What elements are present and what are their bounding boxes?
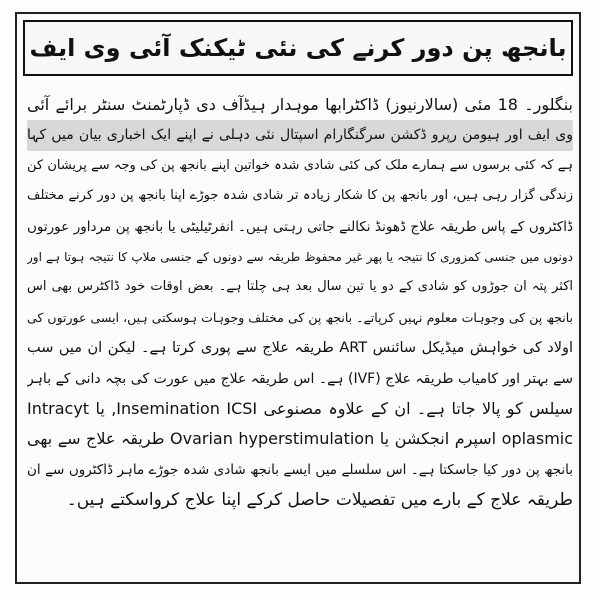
article-line-8: بانجھ پن کی وجوہات معلوم نہیں کرپاتے۔ بانجھ پن کی مختلف وجوہات ہوسکتی ہیں، ایسی عورتوں کی: [27, 309, 573, 325]
headline-box: [23, 20, 573, 76]
article-line-6: دونوں میں جنسی کمزوری کا نتیجہ یا پھر غیر محفوظ طریقہ سے دونوں کے جنسی ملاپ کا نتیجہ ہوتا ہے اور: [27, 249, 573, 264]
article-headline: بانجھ پن دور کرنے کی نئی ٹیکنک آئی وی ایف: [29, 34, 567, 62]
article-line-9: اولاد کی خواہش میڈیکل سائنس ART طریقہ علاج سے پوری کرتا ہے۔ لیکن ان میں سب: [27, 340, 573, 357]
article-line-7: اکثر پتہ ان جوڑوں کو شادی کے دو یا تین سال بعد ہی چلتا ہے۔ بعض اوقات خود ڈاکٹرس بھی اس: [27, 279, 573, 295]
article-line-3: ہے کہ کئی برسوں سے ہمارے ملک کی کئی شادی شدہ خواتین اپنے بانجھ پن کی وجہ سے پریشان کن: [27, 157, 573, 173]
article-line-14: طریقہ علاج کے بارے میں تفصیلات حاصل کرکے اپنا علاج کرواسکتے ہیں۔: [66, 490, 573, 511]
article-line-13: بانجھ پن دور کیا جاسکتا ہے۔ اس سلسلے میں ایسے بانجھ شادی شدہ جوڑے ماہر ڈاکٹروں سے ان: [27, 461, 573, 478]
article-frame: [15, 12, 581, 584]
article-body: [27, 90, 573, 515]
article-line-5: ڈاکٹروں کے پاس طریقہ علاج ڈھونڈ نکالنے جاتی رہتی ہیں۔ انفرٹیلیٹی یا بانجھ پن مرداور عورتوں: [27, 218, 573, 235]
article-line-2: وی ایف اور ہیومن رپرو ڈکشن سرگنگارام اسپتال نئی دہلی نے اپنے ایک اخباری بیان میں کہا: [27, 120, 573, 150]
article-line-10: سے بہتر اور کامیاب طریقہ علاج (IVF) ہے۔ اس طریقہ علاج میں عورت کی بچہ دانی کے باہر: [27, 370, 573, 387]
article-line-11: سیلس کو پالا جاتا ہے۔ ان کے علاوہ مصنوعی Insemination ICSI, یا Intracyt: [27, 398, 573, 418]
article-line-4: زندگی گزار رہی ہیں، اور بانجھ پن کا شکار زیادہ تر شادی شدہ جوڑے اپنا بانجھ پن دور کرنے مختلف: [27, 188, 573, 204]
article-line-12: oplasmic اسپرم انجکشن یا Ovarian hyperstimulation طریقہ علاج سے بھی: [27, 429, 573, 449]
article-line-1: بنگلور۔ 18 مئی (سالارنیوز) ڈاکٹرابھا موہدار ہیڈآف دی ڈپارٹمنٹ سنٹر برائے آئی: [27, 95, 573, 114]
